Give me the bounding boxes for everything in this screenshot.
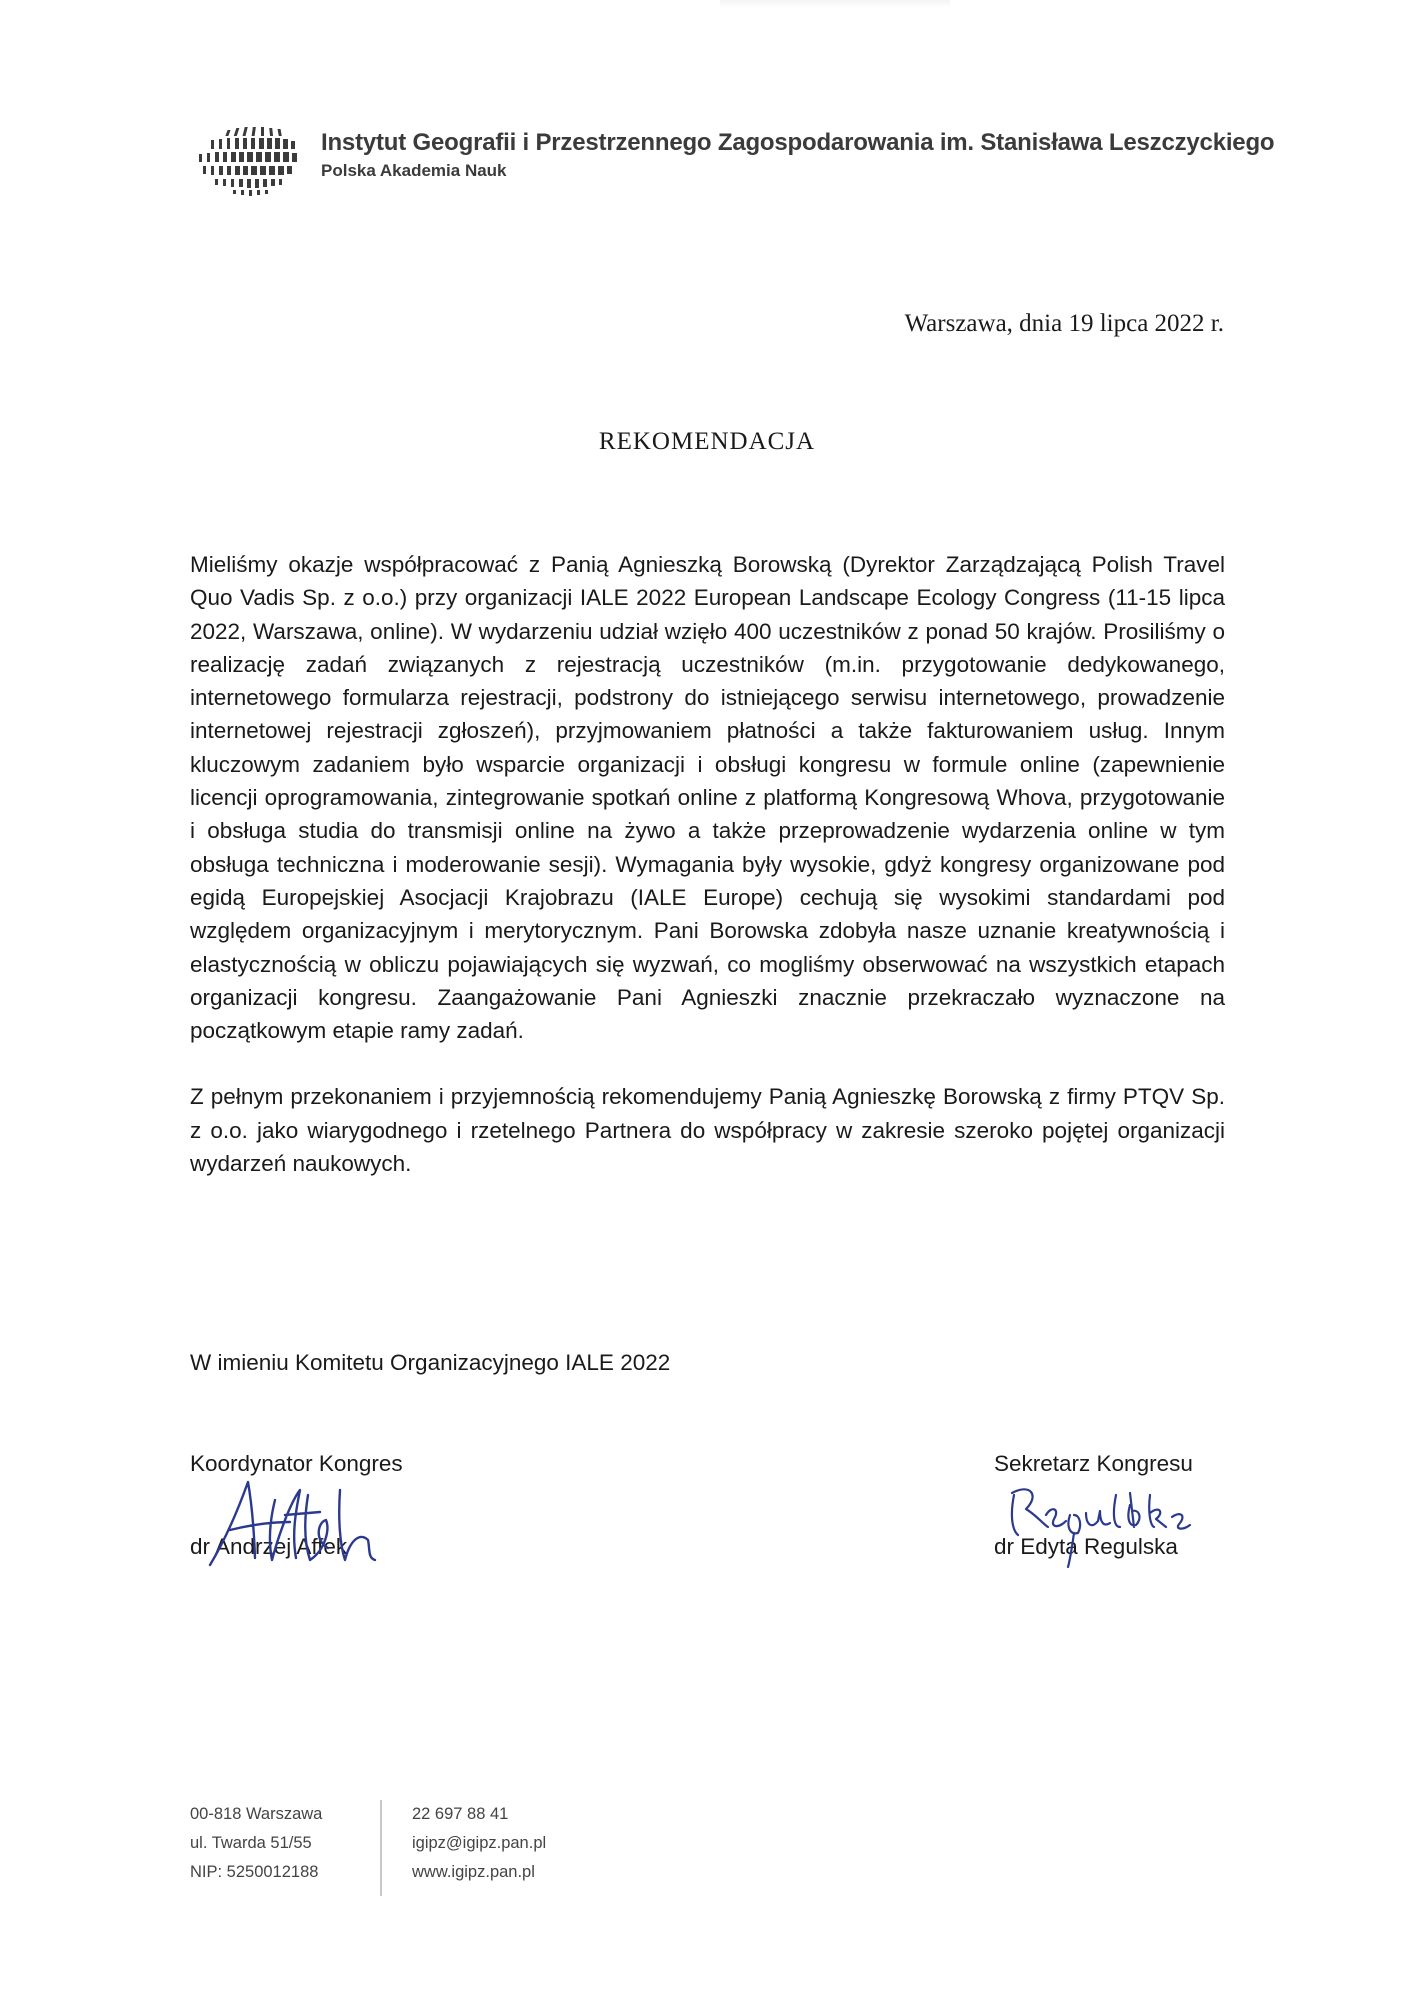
letterhead-text — [321, 122, 1274, 182]
paragraph: Z pełnym przekonaniem i przyjemnością rekomendujemy Panią Agnieszkę Borowską z firmy PTQV Sp. z o.o. jako wiarygodnego i rzetelnego Partnera do współpracy w zakresie szeroko pojętej organizacji wydarzeń naukowych. — [190, 1084, 1225, 1177]
footer-address — [190, 1800, 380, 1896]
document-title: REKOMENDACJA — [598, 428, 816, 455]
footer-phone: 22 697 88 41 — [412, 1805, 509, 1823]
footer-line: 00-818 Warszawa — [190, 1805, 323, 1823]
letter-body — [190, 548, 1225, 1180]
signatory-name: dr Andrzej Affek — [190, 1534, 348, 1559]
date-line: Warszawa, dnia 19 lipca 2022 r. — [904, 310, 1224, 337]
footer-email: igipz@igipz.pan.pl — [412, 1834, 547, 1852]
signatory-name: dr Edyta Regulska — [994, 1534, 1178, 1559]
footer-divider — [380, 1800, 382, 1896]
letterhead — [185, 122, 1274, 198]
institute-name: Instytut Geografii i Przestrzennego Zagospodarowania im. Stanisława Leszczyckiego — [321, 129, 1275, 156]
footer-contact — [412, 1800, 546, 1896]
footer-line: NIP: 5250012188 — [190, 1863, 319, 1881]
signatory-role: Koordynator Kongres — [190, 1451, 403, 1476]
signatory-left — [190, 1447, 403, 1563]
institute-subtitle: Polska Akademia Nauk — [321, 161, 507, 180]
scan-edge — [720, 0, 950, 8]
on-behalf-line: W imieniu Komitetu Organizacyjnego IALE 2022 — [190, 1350, 671, 1375]
signatory-right — [994, 1447, 1193, 1563]
globe-logo-icon — [185, 126, 303, 198]
footer-line: ul. Twarda 51/55 — [190, 1834, 312, 1852]
letter-footer — [190, 1800, 546, 1896]
footer-website: www.igipz.pan.pl — [412, 1863, 535, 1881]
signatory-role: Sekretarz Kongresu — [994, 1451, 1193, 1476]
paragraph: Mieliśmy okazje współpracować z Panią Agnieszką Borowską (Dyrektor Zarządzającą Polish Travel Quo Vadis Sp. z o.o.) przy organizacji IALE 2022 European Landscape Ecology Congress (11-15 lipca 2022, Warszawa, online). W wydarzeniu udział wzięło 400 uczestników z ponad 50 krajów. Prosiliśmy o realizację zadań związanych z rejestracją uczestników (m.in. przygotowanie dedykowanego, internetowego formularza rejestracji, podstrony do istniejącego serwisu internetowego, prowadzenie internetowej rejestracji zgłoszeń), przyjmowaniem płatności a także fakturowaniem usług. Innym kluczowym zadaniem było wsparcie organizacji i obsługi kongresu w formule online (zapewnienie licencji oprogramowania, zintegrowanie spotkań online z platformą Kongresową Whova, przygotowanie i obsługa studia do transmisji online na żywo a także przeprowadzenie wydarzenia online w tym obsługa techniczna i moderowanie sesji). Wymagania były wysokie, gdyż kongresy organizowane pod egidą Europejskiej Asocjacji Krajobrazu (IALE Europe) cechują się wysokimi standardami pod względem organizacyjnym i merytorycznym. Pani Borowska zdobyła nasze uznanie kreatywnością i elastycznością w obliczu pojawiających się wyzwań, co mogliśmy obserwować na wszystkich etapach organizacji kongresu. Zaangażowanie Pani Agnieszki znacznie przekraczało wyznaczone na początkowym etapie ramy zadań. — [190, 552, 1225, 1044]
